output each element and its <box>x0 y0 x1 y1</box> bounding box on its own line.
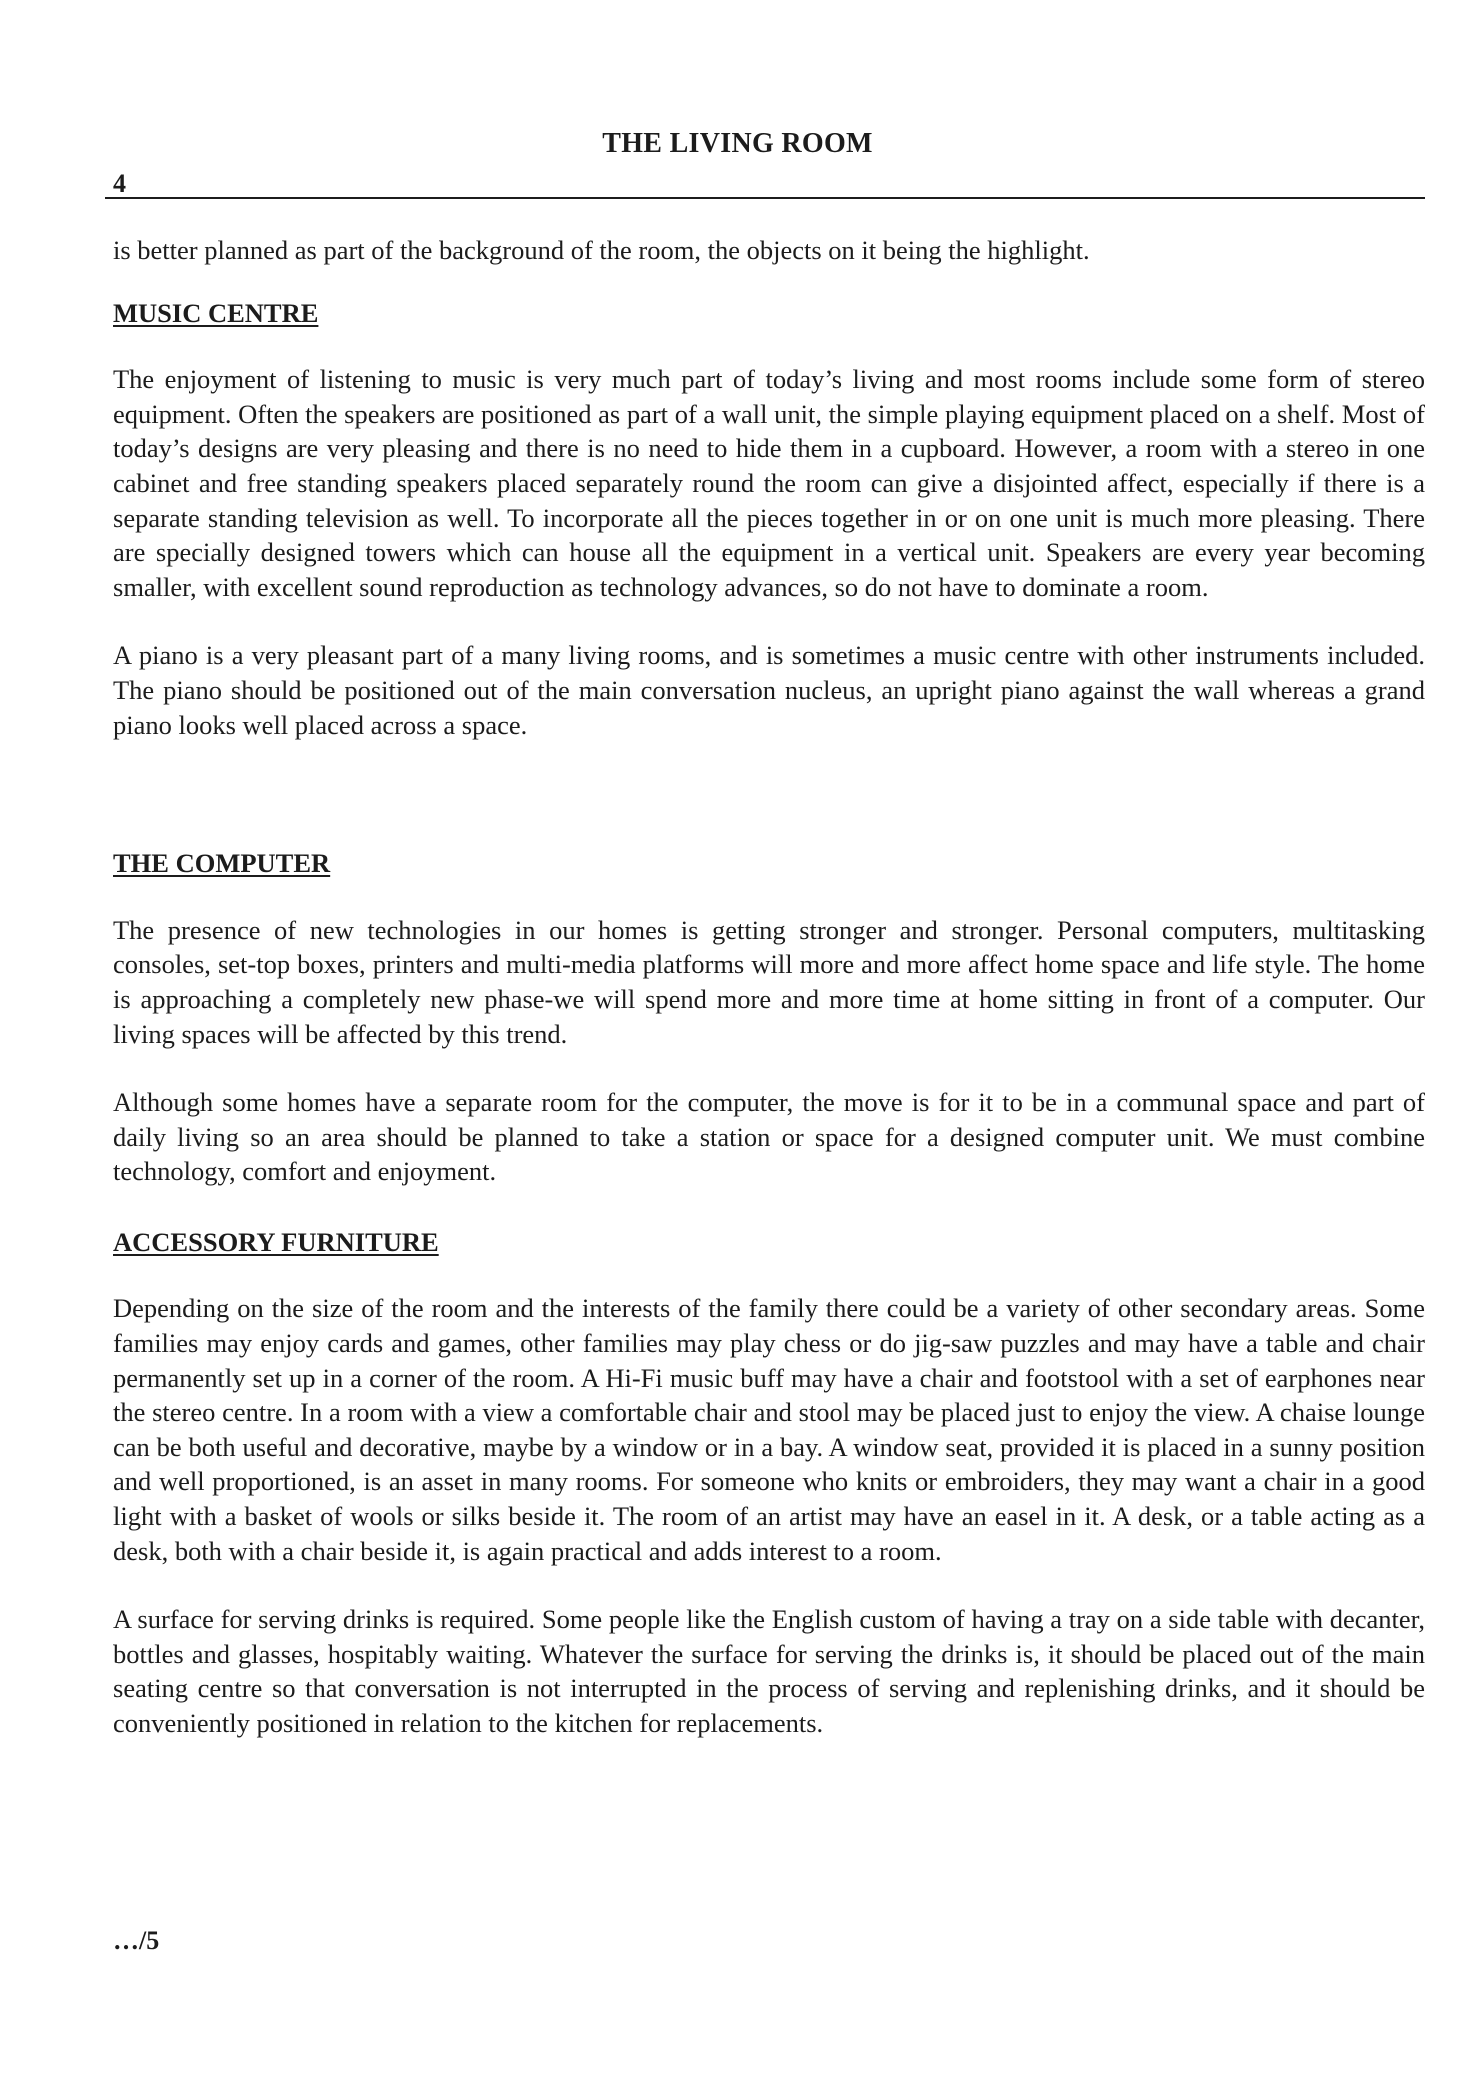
paragraph-accessory-furniture-2: A surface for serving drinks is required. Some people like the English custom of having a tray on a side table with decanter, bottles and glasses, hospitably waiting. Whatever the surface for serving the drinks is, it should be placed out of the main seating centre so that conversation is not interrupted in the process of serving and replenishing drinks, and it should be conveniently positioned in relation to the kitchen for replacements. <box>113 1604 1425 1738</box>
section-heading-computer: THE COMPUTER <box>113 848 331 879</box>
section-heading-accessory-furniture: ACCESSORY FURNITURE <box>113 1226 439 1257</box>
page-number: 4 <box>113 169 126 198</box>
paragraph-music-centre-2: A piano is a very pleasant part of a many living rooms, and is sometimes a music centre with other instruments included. The piano should be positioned out of the main conversation nucleus, an upright piano against the wall whereas a grand piano looks well placed across a space. <box>113 640 1425 740</box>
section-heading-music-centre: MUSIC CENTRE <box>113 297 319 328</box>
header-rule <box>105 197 1425 199</box>
paragraph-computer-2: Although some homes have a separate room for the computer, the move is for it to be in a communal space and part of daily living so an area should be planned to take a station or space for a designed computer unit. We must combine technology, comfort and enjoyment. <box>113 1087 1425 1187</box>
intro-paragraph: is better planned as part of the background of the room, the objects on it being the highlight. <box>113 235 1090 265</box>
paragraph-music-centre-1: The enjoyment of listening to music is very much part of today’s living and most rooms include some form of stereo equipment. Often the speakers are positioned as part of a wall unit, the simple playing equipment placed on a shelf. Most of today’s designs are very pleasing and there is no need to hide them in a cupboard. However, a room with a stereo in one cabinet and free standing speakers placed separately round the room can give a disjointed affect, especially if there is a separate standing television as well. To incorporate all the pieces together in or on one unit is much more pleasing. There are specially designed towers which can house all the equipment in a vertical unit. Speakers are every year becoming smaller, with excellent sound reproduction as technology advances, so do not have to dominate a room. <box>113 364 1425 602</box>
paragraph-accessory-furniture-1: Depending on the size of the room and the interests of the family there could be a variety of other secondary areas. Some families may enjoy cards and games, other families may play chess or do jig-saw puzzles and may have a table and chair permanently set up in a corner of the room. A Hi-Fi music buff may have a chair and footstool with a set of earphones near the stereo centre. In a room with a view a comfortable chair and stool may be placed just to enjoy the view. A chaise lounge can be both useful and decorative, maybe by a window or in a bay. A window seat, provided it is placed in a sunny position and well proportioned, is an asset in many rooms. For someone who knits or embroiders, they may want a chair in a good light with a basket of wools or silks beside it. The room of an artist may have an easel in it. A desk, or a table acting as a desk, both with a chair beside it, is again practical and adds interest to a room. <box>113 1293 1425 1566</box>
running-title: THE LIVING ROOM <box>602 128 873 159</box>
paragraph-computer-1: The presence of new technologies in our homes is getting stronger and stronger. Personal computers, multitasking consoles, set-top boxes, printers and multi-media platforms will more and more affect home space and life style. The home is approaching a completely new phase-we will spend more and more time at home sitting in front of a computer. Our living spaces will be affected by this trend. <box>113 914 1425 1049</box>
continuation-marker: …/5 <box>113 1926 160 1955</box>
page-content <box>113 233 1425 1741</box>
